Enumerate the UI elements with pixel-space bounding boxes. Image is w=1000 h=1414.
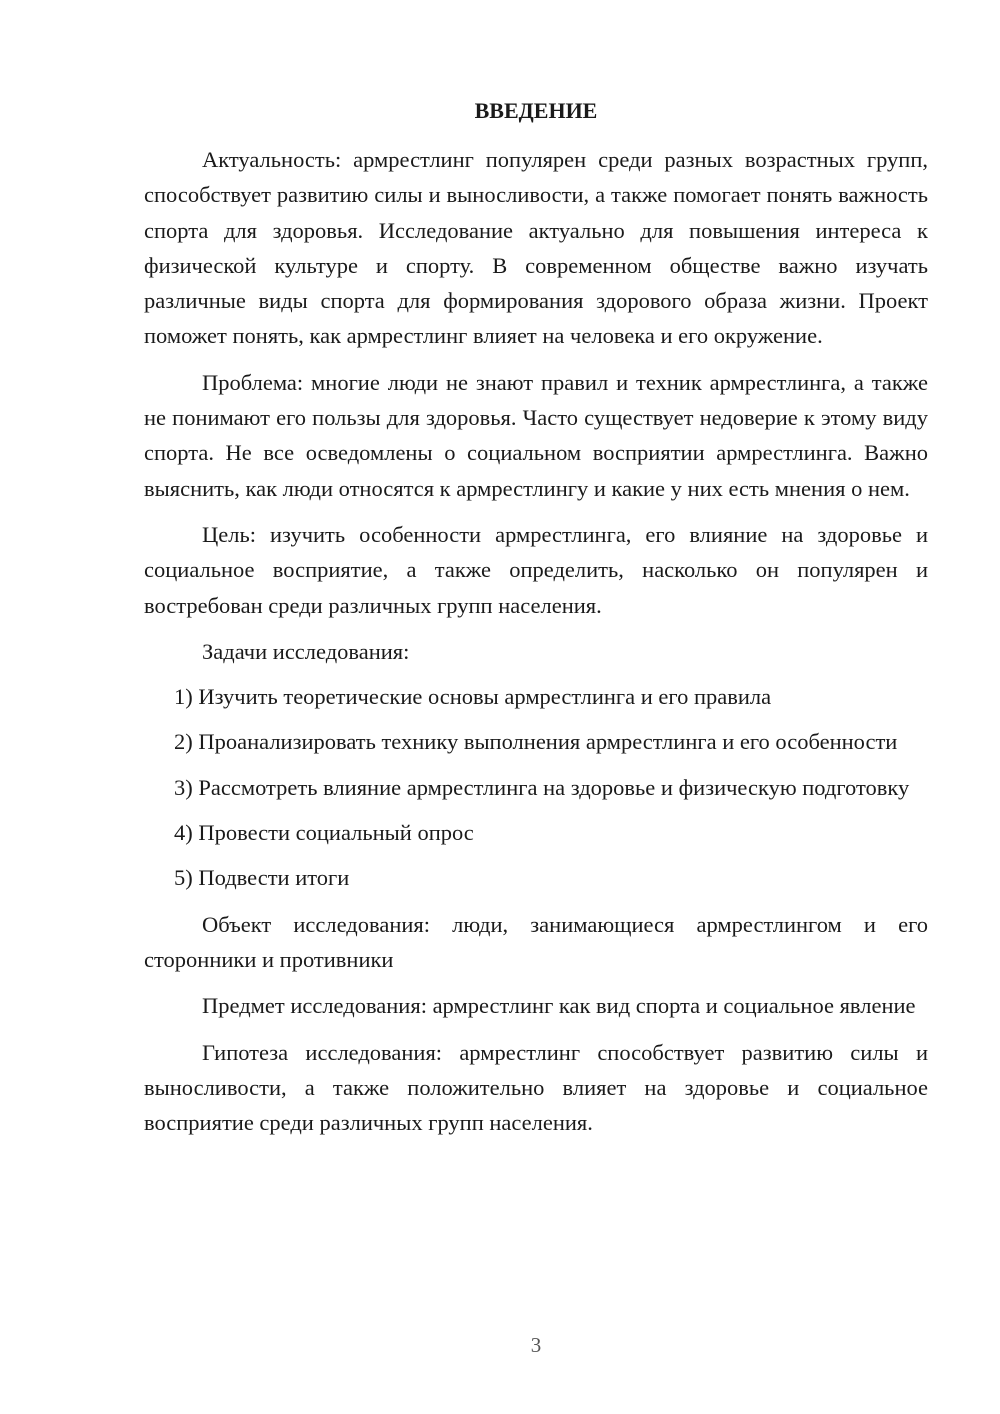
tasks-heading: Задачи исследования: — [202, 638, 410, 664]
object-paragraph: Объект исследования: люди, занимающиеся армрестлингом и его сторонники и противники — [144, 911, 928, 972]
task-item: 4) Провести социальный опрос — [174, 820, 474, 846]
section-title: ВВЕДЕНИЕ — [474, 98, 598, 123]
document-body — [144, 142, 928, 1140]
task-item: 1) Изучить теоретические основы армрестлинга и его правила — [174, 684, 772, 710]
subject-paragraph: Предмет исследования: армрестлинг как вид спорта и социальное явление — [202, 993, 916, 1019]
problem-paragraph: Проблема: многие люди не знают правил и техник армрестлинга, а также не понимают его пользы для здоровья. Часто существует недоверие к этому виду спорта. Не все осведомлены о социальном восприятии армрестлинга. Важно выяснить, как люди относятся к армрестлингу и какие у них есть мнения о нем. — [144, 369, 928, 501]
page-number: 3 — [530, 1333, 542, 1357]
task-item: 5) Подвести итоги — [174, 865, 350, 891]
hypothesis-paragraph: Гипотеза исследования: армрестлинг способствует развитию силы и выносливости, а также положительно влияет на здоровье и социальное восприятие среди различных групп населения. — [144, 1039, 928, 1136]
task-item: 2) Проанализировать технику выполнения армрестлинга и его особенности — [174, 729, 898, 755]
goal-paragraph: Цель: изучить особенности армрестлинга, его влияние на здоровье и социальное восприятие, а также определить, насколько он популярен и востребован среди различных групп населения. — [144, 521, 928, 618]
relevance-paragraph: Актуальность: армрестлинг популярен среди разных возрастных групп, способствует развитию силы и выносливости, а также помогает понять важность спорта для здоровья. Исследование актуально для повышения интереса к физической культуре и спорту. В современном обществе важно изучать различные виды спорта для формирования здорового образа жизни. Проект поможет понять, как армрестлинг влияет на человека и его окружение. — [144, 147, 928, 349]
task-item: 3) Рассмотреть влияние армрестлинга на здоровье и физическую подготовку — [174, 774, 910, 800]
